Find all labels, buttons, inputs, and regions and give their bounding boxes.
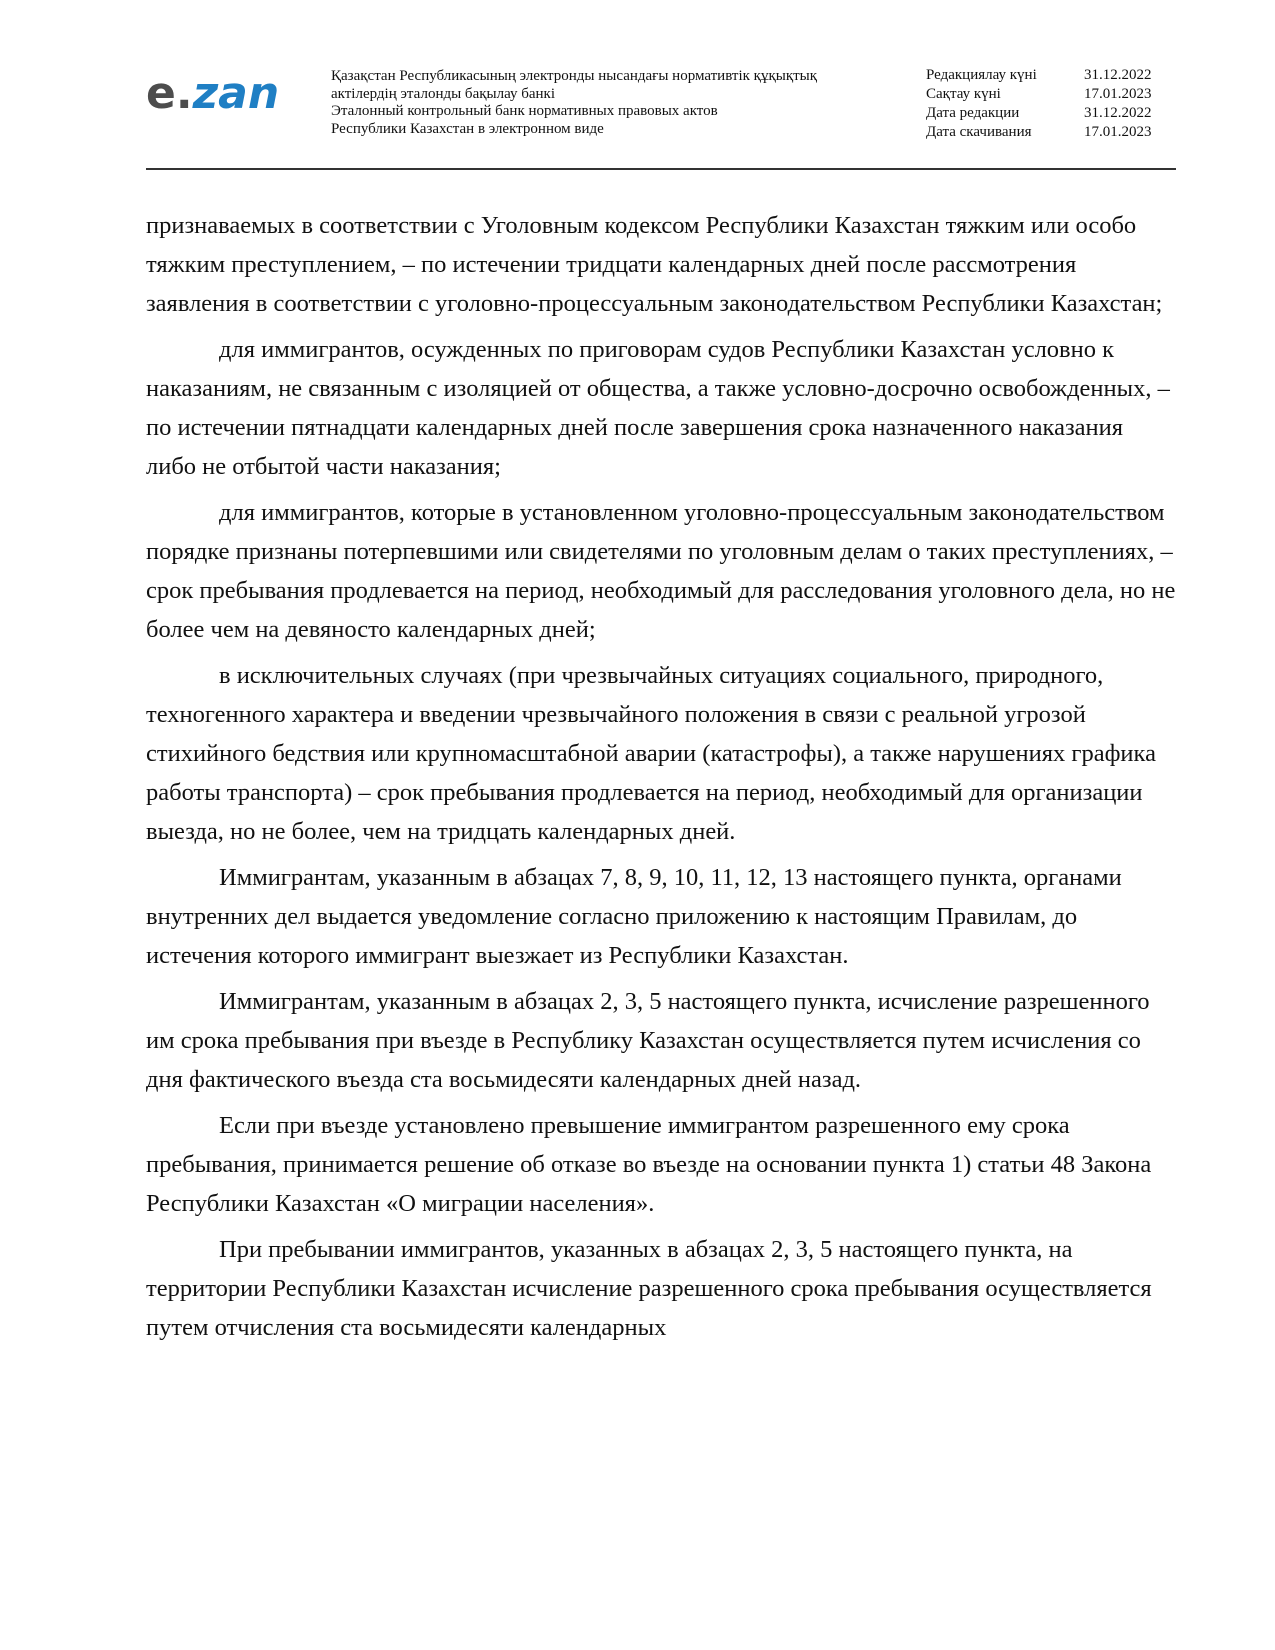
meta-row-edit-date-ru — [926, 104, 1176, 123]
body-paragraph: признаваемых в соответствии с Уголовным кодексом Республики Казахстан тяжким или особо тяжким преступлением, – по истечении тридцати календарных дней после рассмотрения заявления в соответствии с уголовно-процессуальным законодательством Республики Казахстан; — [146, 212, 1163, 317]
body-paragraph: Иммигрантам, указанным в абзацах 2, 3, 5 настоящего пункта, исчисление разрешенного им срока пребывания при въезде в Республику Казахстан осуществляется путем исчисления со дня фактического въезда ста восьмидесяти календарных дней назад. — [146, 988, 1150, 1093]
header-description — [331, 68, 891, 138]
body-paragraph: для иммигрантов, осужденных по приговорам судов Республики Казахстан условно к наказаниям, не связанным с изоляцией от общества, а также условно-досрочно освобожденных, – по истечении пятнадцати календарных дней после завершения срока назначенного наказания либо не отбытой части наказания; — [146, 336, 1170, 480]
page-header — [0, 0, 1275, 175]
header-meta — [926, 66, 1176, 142]
meta-row-edit-date-kz — [926, 66, 1176, 85]
body-paragraph: Иммигрантам, указанным в абзацах 7, 8, 9, 10, 11, 12, 13 настоящего пункта, органами внутренних дел выдается уведомление согласно приложению к настоящим Правилам, до истечения которого иммигрант выезжает из Республики Казахстан. — [146, 864, 1122, 969]
meta-label: Редакциялау күні — [926, 67, 1037, 83]
meta-label: Сақтау күні — [926, 86, 1001, 102]
body-paragraph: для иммигрантов, которые в установленном уголовно-процессуальным законодательством порядке признаны потерпевшими или свидетелями по уголовным делам о таких преступлениях, – срок пребывания продлевается на период, необходимый для расследования уголовного дела, но не более чем на девяносто календарных дней; — [146, 499, 1176, 643]
header-description-line: Эталонный контрольный банк нормативных правовых актов — [331, 103, 718, 119]
logo-zan: zan — [192, 68, 280, 119]
meta-value: 17.01.2023 — [1084, 124, 1152, 140]
body-paragraph: Если при въезде установлено превышение иммигрантом разрешенного ему срока пребывания, принимается решение об отказе во въезде на основании пункта 1) статьи 48 Закона Республики Казахстан «О миграции населения». — [146, 1112, 1152, 1217]
meta-value: 17.01.2023 — [1084, 86, 1152, 102]
meta-value: 31.12.2022 — [1084, 105, 1152, 121]
logo-e: e — [146, 68, 176, 119]
meta-row-download-date-ru — [926, 123, 1176, 142]
meta-label: Дата скачивания — [926, 124, 1032, 140]
header-description-line: Қазақстан Республикасының электронды нысандағы нормативтік құқықтық — [331, 68, 818, 84]
header-description-line: Республики Казахстан в электронном виде — [331, 120, 604, 137]
meta-row-save-date-kz — [926, 85, 1176, 104]
ezan-logo — [146, 68, 280, 119]
header-divider — [146, 168, 1176, 170]
body-paragraph: При пребывании иммигрантов, указанных в абзацах 2, 3, 5 настоящего пункта, на территории Республики Казахстан исчисление разрешенного срока пребывания осуществляется путем отчисления ста восьмидесяти календарных — [146, 1236, 1152, 1341]
logo-dot: . — [175, 68, 193, 119]
header-description-line: актілердің эталонды бақылау банкі — [331, 85, 555, 102]
meta-value: 31.12.2022 — [1084, 67, 1152, 83]
meta-label: Дата редакции — [926, 105, 1020, 121]
body-paragraph: в исключительных случаях (при чрезвычайных ситуациях социального, природного, техногенного характера и введении чрезвычайного положения в связи с реальной угрозой стихийного бедствия или крупномасштабной аварии (катастрофы), а также нарушениях графика работы транспорта) – срок пребывания продлевается на период, необходимый для организации выезда, но не более, чем на тридцать календарных дней. — [146, 662, 1156, 845]
document-body — [146, 206, 1176, 1354]
